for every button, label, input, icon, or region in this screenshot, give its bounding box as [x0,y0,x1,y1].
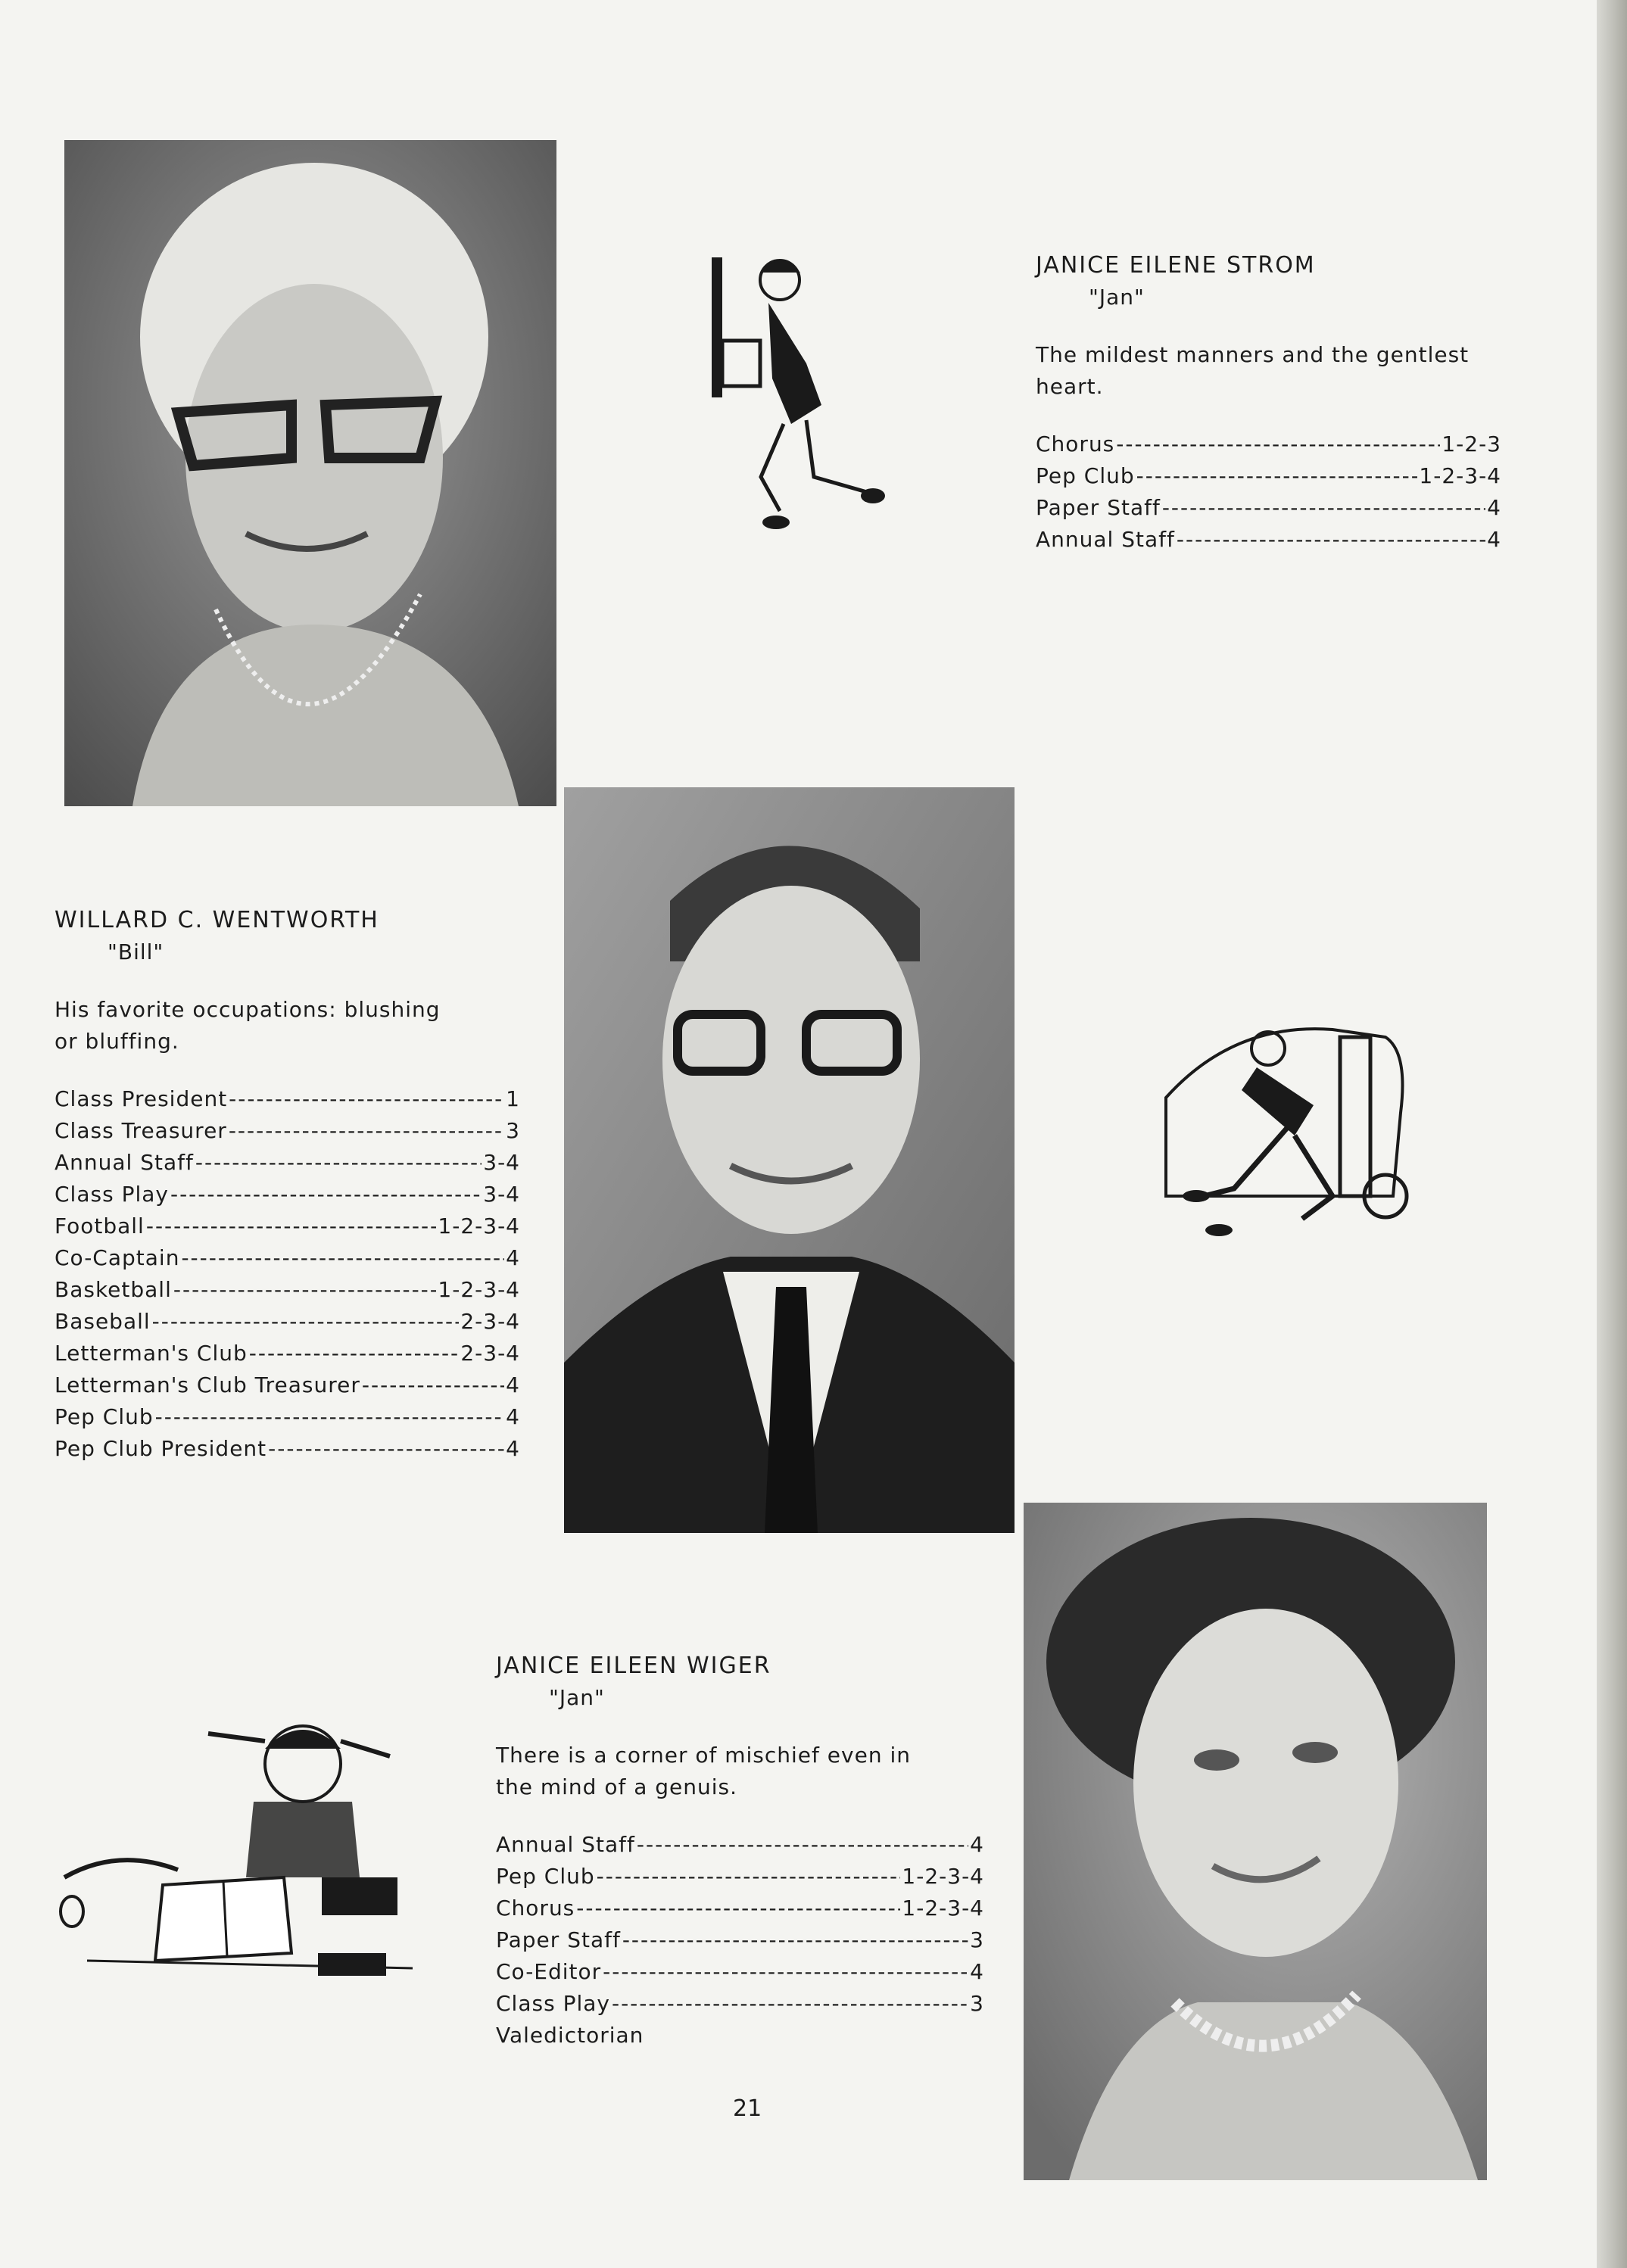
dotted-leader [603,1956,968,1988]
dotted-leader [249,1338,460,1369]
activity-label: Class Play [496,1991,610,2016]
activity-row [55,1369,520,1401]
dotted-leader [229,1083,504,1115]
dotted-leader [170,1179,482,1210]
activity-label: Basketball [55,1277,172,1302]
activity-years: 4 [506,1404,520,1429]
quote-line: There is a corner of mischief even in [496,1743,911,1768]
portrait-photo-strom [64,140,556,806]
cartoon-man-leaving-car [1143,1007,1416,1241]
student-nickname: "Jan" [549,1685,605,1710]
dotted-leader [1116,428,1440,460]
activity-years: 4 [506,1245,520,1270]
activity-row [55,1179,520,1210]
activity-label: Pep Club [55,1404,154,1429]
dotted-leader [362,1369,504,1401]
activity-row [1036,428,1501,460]
dotted-leader [1177,524,1485,556]
activity-years: 4 [1487,495,1501,520]
activity-row [55,1274,520,1306]
activity-row [55,1083,520,1115]
activity-row [55,1306,520,1338]
activity-years: 2-3-4 [460,1309,520,1334]
activity-label: Co-Captain [55,1245,180,1270]
student-name: JANICE EILEEN WIGER [496,1653,771,1679]
activity-years: 4 [970,1832,984,1857]
dotted-leader [146,1210,437,1242]
activity-list [1036,428,1501,556]
student-name: JANICE EILENE STROM [1036,252,1316,279]
activity-years: 1-2-3-4 [438,1213,520,1238]
activity-row [496,1956,984,1988]
dotted-leader [268,1433,504,1465]
activity-years: 1 [506,1086,520,1111]
activity-label: Chorus [496,1896,575,1921]
portrait-photo-wiger [1024,1503,1487,2180]
dotted-leader [229,1115,504,1147]
activity-row [1036,524,1501,556]
activity-label: Annual Staff [55,1150,194,1175]
activity-label: Paper Staff [1036,495,1161,520]
activity-years: 1-2-3-4 [438,1277,520,1302]
activity-row [55,1147,520,1179]
dotted-leader [1136,460,1418,492]
quote-line: The mildest manners and the gentlest [1036,342,1470,367]
quote-line: heart. [1036,374,1104,399]
activity-label: Football [55,1213,145,1238]
activity-years: 2-3-4 [460,1341,520,1366]
activity-label: Letterman's Club Treasurer [55,1372,360,1397]
student-quote [1036,339,1501,403]
student-quote [55,994,520,1058]
activity-years: 4 [506,1372,520,1397]
student-bio-wentworth [55,905,520,1465]
dotted-leader [195,1147,482,1179]
activity-years: 4 [1487,527,1501,552]
activity-label: Class Play [55,1182,169,1207]
activity-years: 4 [506,1436,520,1461]
activity-row [55,1115,520,1147]
activity-row [1036,460,1501,492]
activity-label: Pep Club [496,1864,595,1889]
activity-row [496,1924,984,1956]
activity-years: 4 [970,1959,984,1984]
student-quote [496,1740,984,1803]
activity-row [55,1433,520,1465]
student-nickname: "Jan" [1089,285,1145,310]
dotted-leader [155,1401,505,1433]
student-bio-strom [1036,250,1501,556]
activity-row [496,1829,984,1861]
activity-label: Valedictorian [496,2023,644,2048]
quote-line: His favorite occupations: blushing [55,997,441,1022]
activity-label: Letterman's Club [55,1341,248,1366]
activity-years: 1-2-3-4 [902,1896,984,1921]
activity-list [496,1829,984,2051]
dotted-leader [637,1829,968,1861]
activity-label: Annual Staff [496,1832,635,1857]
activity-years: 3 [970,1927,984,1952]
activity-row [496,1988,984,2020]
activity-label: Pep Club [1036,463,1135,488]
quote-line: or bluffing. [55,1029,179,1054]
dotted-leader [612,1988,968,2020]
activity-row [55,1401,520,1433]
dotted-leader [622,1924,968,1956]
activity-list [55,1083,520,1465]
student-nickname: "Bill" [108,939,164,964]
activity-years: 1-2-3 [1442,431,1501,456]
activity-row [496,1893,984,1924]
activity-years: 3 [506,1118,520,1143]
page-number: 21 [733,2095,762,2122]
activity-row [55,1210,520,1242]
activity-years: 1-2-3-4 [1419,463,1501,488]
activity-row [55,1242,520,1274]
cartoon-girl-studying [57,1703,428,1999]
cartoon-girl-on-phone [708,250,890,541]
activity-years: 1-2-3-4 [902,1864,984,1889]
student-name: WILLARD C. WENTWORTH [55,907,379,933]
dotted-leader [597,1861,901,1893]
dotted-leader [173,1274,437,1306]
activity-row [55,1338,520,1369]
activity-label: Annual Staff [1036,527,1175,552]
activity-row [496,1861,984,1893]
activity-years: 3-4 [483,1150,520,1175]
dotted-leader [181,1242,504,1274]
book-spine-edge [1597,0,1627,2268]
dotted-leader [576,1893,900,1924]
activity-row [1036,492,1501,524]
quote-line: the mind of a genuis. [496,1774,738,1799]
portrait-photo-wentworth [564,787,1015,1533]
dotted-leader [152,1306,460,1338]
activity-years: 3 [970,1991,984,2016]
activity-label: Pep Club President [55,1436,267,1461]
activity-label: Chorus [1036,431,1115,456]
activity-label: Paper Staff [496,1927,621,1952]
dotted-leader [1162,492,1485,524]
activity-label: Class President [55,1086,228,1111]
activity-label: Class Treasurer [55,1118,227,1143]
activity-label: Baseball [55,1309,151,1334]
activity-years: 3-4 [483,1182,520,1207]
activity-label: Co-Editor [496,1959,602,1984]
student-bio-wiger [496,1650,984,2051]
activity-row-honor [496,2020,984,2051]
